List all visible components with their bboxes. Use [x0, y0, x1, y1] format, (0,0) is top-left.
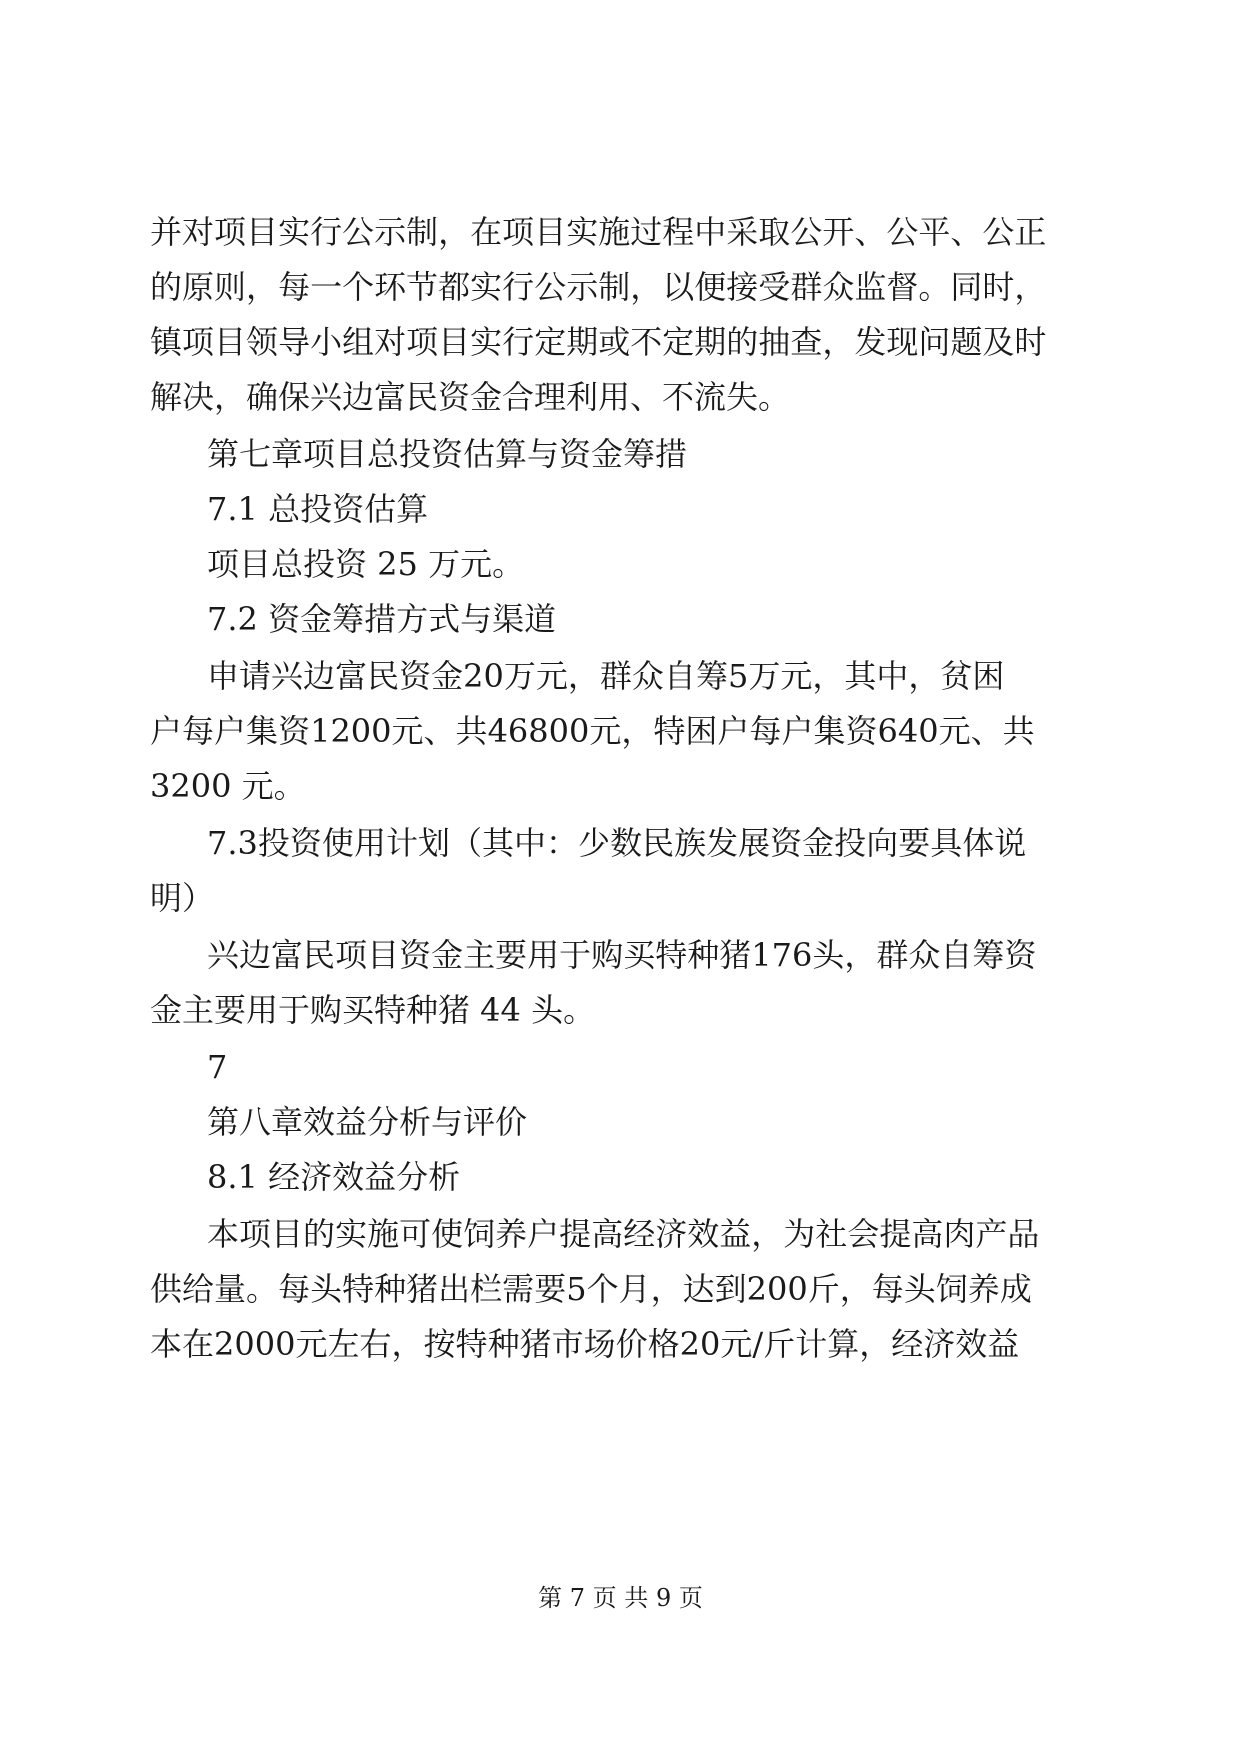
page-footer: 第 7 页 共 9 页: [538, 1584, 703, 1612]
body-line: 镇 项 目 领 导 小 组 对 项 目 实 行 定 期 或 不 定 期 的 抽 查 ， 发 现 问 题 及 时: [150, 323, 1047, 361]
section-heading: 8.1 经济效益分析: [207, 1158, 461, 1196]
section-heading: 7.3 投 资 使 用 计 划 （ 其 中 ： 少 数 民 族 发 展 资 金 投 向 要 具 体 说: [207, 824, 1027, 862]
chapter-heading: 第八章效益分析与评价: [207, 1103, 528, 1141]
body-line: 并 对 项 目 实 行 公 示 制 ， 在 项 目 实 施 过 程 中 采 取 公 开 、 公 平 、 公 正: [150, 213, 1047, 251]
section-heading: 7.2 资金筹措方式与渠道: [207, 600, 557, 638]
body-line: 兴 边 富 民 项 目 资 金 主 要 用 于 购 买 特 种 猪 176 头 ， 群 众 自 筹 资: [207, 936, 1037, 974]
body-line: 解决，确保兴边富民资金合理利用、不流失。: [150, 378, 791, 416]
body-line: 供 给 量 。 每 头 特 种 猪 出 栏 需 要 5 个 月 ， 达 到 200 斤 ， 每 头 饲 养 成: [150, 1270, 1032, 1308]
inline-page-number: 7: [207, 1048, 228, 1086]
body-line: 申 请 兴 边 富 民 资 金 20 万 元 ， 群 众 自 筹 5 万 元 ， 其 中 ， 贫 困: [207, 657, 1005, 695]
body-line: 本 项 目 的 实 施 可 使 饲 养 户 提 高 经 济 效 益 ， 为 社 会 提 高 肉 产 品: [207, 1215, 1040, 1253]
body-line: 项目总投资 25 万元。: [207, 545, 525, 583]
section-heading: 明）: [150, 879, 215, 917]
chapter-heading: 第七章项目总投资估算与资金筹措: [207, 435, 688, 473]
body-line: 3200 元。: [150, 767, 306, 805]
body-line: 本 在 2000 元 左 右 ， 按 特 种 猪 市 场 价 格 20 元 / 斤 计 算 ， 经 济 效 益: [150, 1325, 1020, 1363]
section-heading: 7.1 总投资估算: [207, 490, 429, 528]
body-line: 户 每 户 集 资 1200 元 、 共 46800 元 ， 特 困 户 每 户 集 资 640 元 、 共: [150, 712, 1035, 750]
body-line: 金主要用于购买特种猪 44 头。: [150, 991, 596, 1029]
body-line: 的 原 则 ， 每 一 个 环 节 都 实 行 公 示 制 ， 以 便 接 受 群 众 监 督 。 同 时 ，: [150, 268, 1047, 306]
